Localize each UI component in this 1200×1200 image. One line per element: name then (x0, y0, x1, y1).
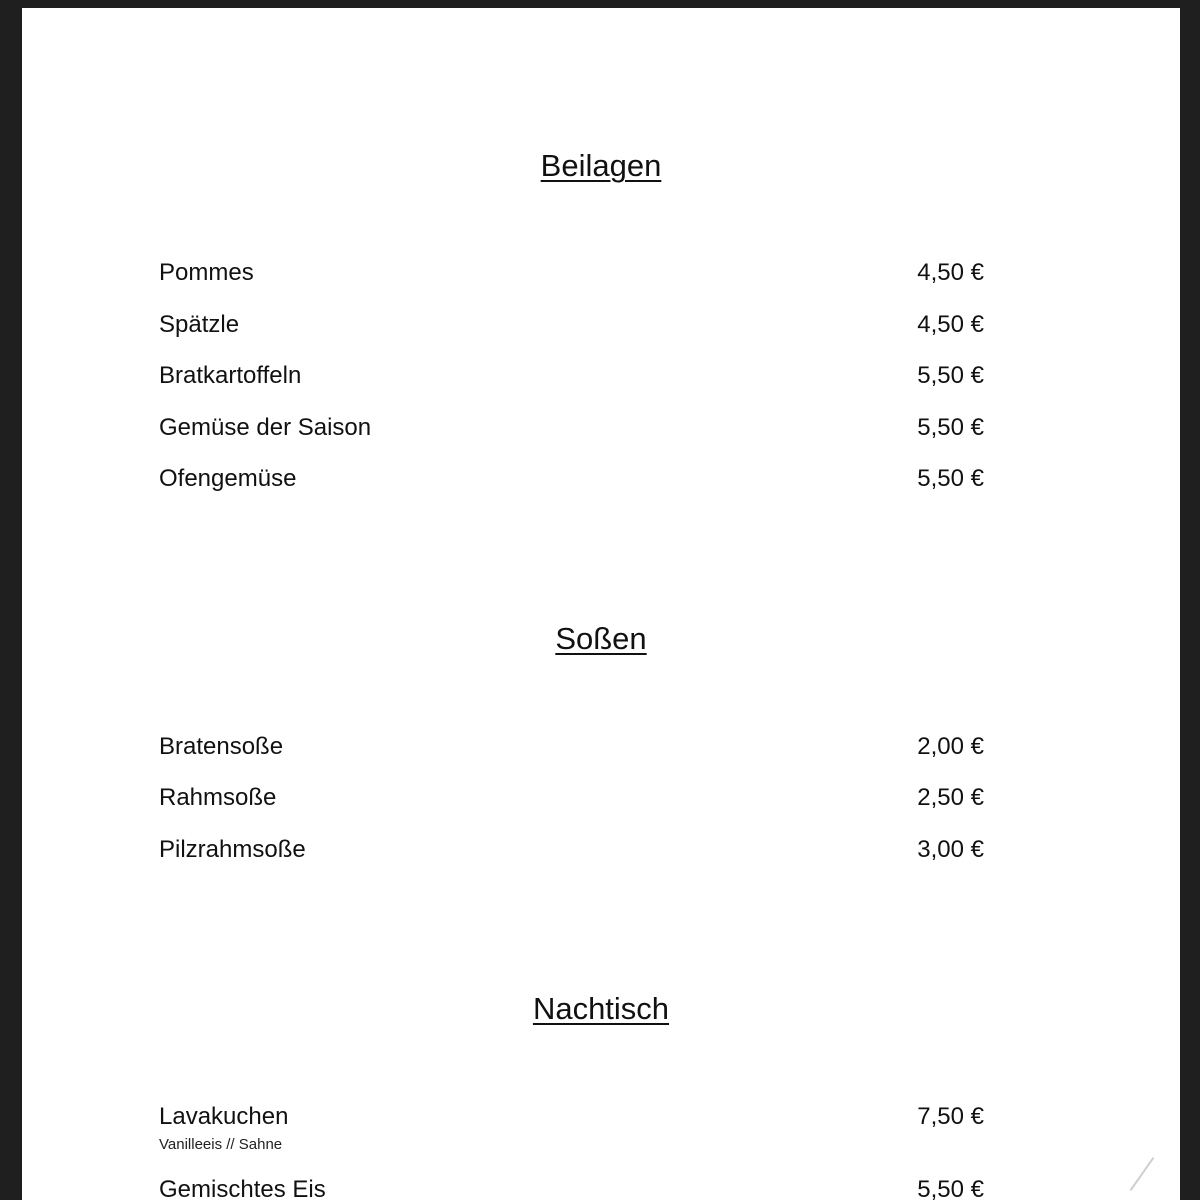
item-price: 4,50 € (917, 311, 984, 338)
section-title-beilagen (22, 148, 1180, 184)
section-title-beilagen-text: Beilagen (540, 148, 662, 183)
item-price: 4,50 € (917, 259, 984, 286)
menu-item-ofengemuese (159, 465, 984, 499)
item-price: 5,50 € (917, 1176, 984, 1200)
item-name: Lavakuchen (159, 1103, 289, 1130)
item-price: 2,50 € (917, 784, 984, 811)
menu-item-bratensosse (159, 733, 984, 767)
section-title-sossen-text: Soßen (555, 621, 647, 656)
item-price: 2,00 € (917, 733, 984, 760)
item-name: Bratensoße (159, 733, 284, 760)
menu-item-bratkartoffeln (159, 362, 984, 396)
menu-item-pommes (159, 259, 984, 293)
item-name: Pilzrahmsoße (159, 836, 306, 863)
item-price: 5,50 € (917, 414, 984, 441)
menu-item-gemuese-der-saison (159, 414, 984, 448)
menu-item-rahmsosse (159, 784, 984, 818)
item-name: Gemischtes Eis (159, 1176, 326, 1200)
item-price: 7,50 € (917, 1103, 984, 1130)
menu-item-spaetzle (159, 311, 984, 345)
item-name: Pommes (159, 259, 254, 286)
section-title-nachtisch-text: Nachtisch (532, 991, 670, 1026)
paper-scratch-mark (1130, 1157, 1155, 1191)
menu-page (22, 8, 1180, 1200)
section-title-nachtisch (22, 991, 1180, 1027)
item-price: 3,00 € (917, 836, 984, 863)
item-price: 5,50 € (917, 362, 984, 389)
menu-item-pilzrahmsosse (159, 836, 984, 870)
item-price: 5,50 € (917, 465, 984, 492)
item-note: Vanilleeis // Sahne (159, 1136, 283, 1153)
section-title-sossen (22, 621, 1180, 657)
item-name: Rahmsoße (159, 784, 277, 811)
item-name: Bratkartoffeln (159, 362, 302, 389)
item-name: Spätzle (159, 311, 240, 338)
menu-item-lavakuchen (159, 1103, 984, 1158)
menu-item-gemischtes-eis (159, 1176, 984, 1200)
item-name: Gemüse der Saison (159, 414, 372, 441)
item-name: Ofengemüse (159, 465, 297, 492)
